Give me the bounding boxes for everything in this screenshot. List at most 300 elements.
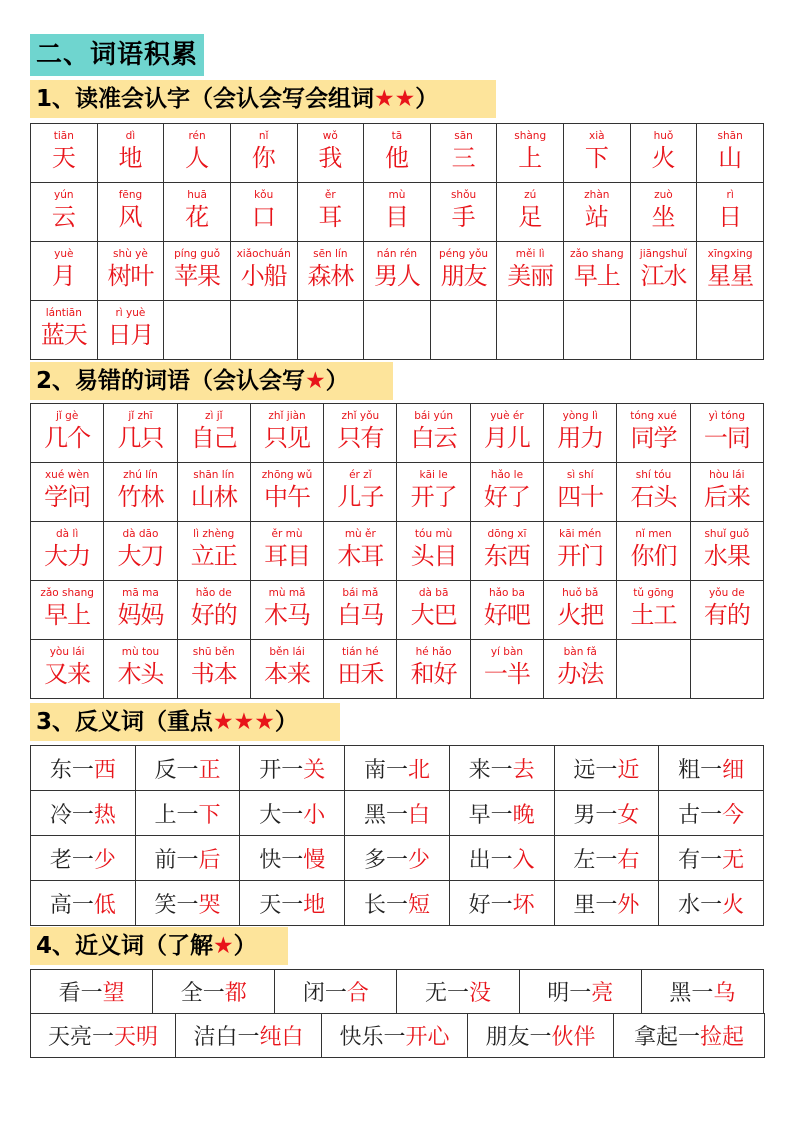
pinyin-label: nǐ men [635, 528, 672, 540]
hanzi-text: 月儿 [483, 424, 530, 452]
word-cell [697, 301, 764, 360]
word-cell [470, 640, 543, 699]
hanzi-text: 下 [584, 144, 609, 172]
pinyin-label: huā [187, 189, 207, 201]
word-pair-cell [345, 881, 450, 926]
table-row [31, 581, 764, 640]
hanzi-text: 天 [51, 144, 76, 172]
hanzi-text: 东西 [483, 542, 530, 570]
section-4-title-close: ） [233, 933, 257, 959]
pinyin-label: jǐ zhī [128, 410, 153, 422]
word-pair-cell [135, 746, 240, 791]
table-row [31, 301, 764, 360]
word-cell [690, 581, 763, 640]
word-cell [544, 463, 617, 522]
word-cell [97, 124, 164, 183]
hanzi-text: 火把 [557, 601, 604, 629]
pair-second-word: 开心 [405, 1025, 450, 1050]
pinyin-label: zhǐ jiàn [268, 410, 306, 422]
pair-second-word: 小 [303, 802, 326, 828]
hanzi-text: 坐 [651, 203, 676, 231]
word-cell [364, 124, 431, 183]
star-icon: ★ [213, 933, 234, 959]
pinyin-label: jiāngshuǐ [639, 248, 688, 260]
hanzi-text: 足 [518, 203, 543, 231]
word-cell [630, 183, 697, 242]
word-pair-cell [275, 970, 397, 1014]
hanzi-text: 妈妈 [117, 601, 164, 629]
word-cell [630, 242, 697, 301]
pair-first-word: 全一 [180, 981, 225, 1006]
pair-first-word: 冷一 [49, 802, 94, 828]
star-icon: ★★ [374, 86, 416, 112]
pair-second-word: 北 [407, 757, 430, 783]
word-cell [497, 124, 564, 183]
word-cell [690, 463, 763, 522]
table-row [31, 1014, 765, 1058]
pinyin-label: dì [125, 130, 136, 142]
word-cell [690, 522, 763, 581]
hanzi-text: 目 [384, 203, 409, 231]
word-pair-cell [135, 881, 240, 926]
star-icon: ★ [305, 368, 326, 394]
pinyin-label: xià [589, 130, 605, 142]
pinyin-label: dōng xī [487, 528, 527, 540]
word-pair-cell [468, 1014, 614, 1058]
pinyin-label: tóng xué [630, 410, 677, 422]
pinyin-label: huǒ bǎ [562, 587, 599, 599]
word-cell [324, 581, 397, 640]
pair-first-word: 笑一 [154, 892, 199, 918]
pair-first-word: 里一 [573, 892, 618, 918]
word-cell [104, 581, 177, 640]
word-pair-cell [449, 746, 554, 791]
hanzi-text: 好吧 [483, 601, 530, 629]
pair-second-word: 近 [617, 757, 640, 783]
hanzi-text: 中午 [264, 483, 311, 511]
pair-first-word: 有一 [678, 847, 723, 873]
hanzi-text: 办法 [557, 660, 604, 688]
word-cell [104, 640, 177, 699]
pair-first-word: 闭一 [302, 981, 347, 1006]
pair-first-word: 大一 [259, 802, 304, 828]
pair-second-word: 火 [722, 892, 745, 918]
hanzi-text: 只有 [337, 424, 384, 452]
word-cell [617, 404, 690, 463]
hanzi-text: 儿子 [337, 483, 384, 511]
word-cell [617, 640, 690, 699]
pinyin-label: nán rén [376, 248, 418, 260]
pair-first-word: 古一 [678, 802, 723, 828]
word-pair-cell [554, 746, 659, 791]
word-pair-cell [641, 970, 763, 1014]
word-cell [31, 183, 98, 242]
pinyin-label: kāi le [419, 469, 448, 481]
table-row [31, 124, 764, 183]
table-row [31, 463, 764, 522]
pinyin-label: wǒ [322, 130, 338, 142]
pinyin-label: hé hǎo [415, 646, 452, 658]
section-3-title [30, 703, 340, 741]
pair-first-word: 长一 [363, 892, 408, 918]
word-cell [564, 124, 631, 183]
pinyin-label: zhǐ yǒu [341, 410, 380, 422]
table-row [31, 970, 764, 1014]
pinyin-label: péng yǒu [439, 248, 489, 260]
word-cell [250, 463, 323, 522]
word-cell [617, 581, 690, 640]
pinyin-label: shū běn [192, 646, 235, 658]
pinyin-label: rì yuè [115, 307, 146, 319]
pinyin-label: shǒu [450, 189, 477, 201]
pinyin-label: mù ěr [344, 528, 376, 540]
pair-second-word: 晚 [512, 802, 535, 828]
pair-second-word: 正 [198, 757, 221, 783]
pinyin-label: xué wèn [44, 469, 90, 481]
word-cell [690, 404, 763, 463]
word-pair-cell [31, 1014, 176, 1058]
pinyin-label: měi lì [515, 248, 545, 260]
hanzi-text: 开了 [410, 483, 457, 511]
word-pair-cell [659, 746, 764, 791]
table-row [31, 791, 764, 836]
word-cell [31, 581, 104, 640]
pair-first-word: 无一 [425, 981, 470, 1006]
pair-second-word: 坏 [512, 892, 535, 918]
pinyin-label: yǒu de [708, 587, 745, 599]
word-cell [164, 301, 231, 360]
pair-first-word: 粗一 [678, 757, 723, 783]
word-cell [177, 404, 250, 463]
pinyin-label: zhàn [584, 189, 610, 201]
pair-second-word: 地 [303, 892, 326, 918]
table-row [31, 640, 764, 699]
word-cell [564, 183, 631, 242]
word-cell [31, 463, 104, 522]
word-cell [564, 242, 631, 301]
word-cell [617, 463, 690, 522]
pinyin-label: rén [188, 130, 206, 142]
word-cell [297, 242, 364, 301]
pair-second-word: 亮 [591, 981, 614, 1006]
pair-first-word: 天亮一 [47, 1025, 114, 1050]
word-cell [31, 242, 98, 301]
section-1-table [30, 123, 764, 360]
hanzi-text: 蓝天 [40, 321, 87, 349]
word-cell [97, 301, 164, 360]
word-pair-cell [31, 970, 153, 1014]
pair-first-word: 天一 [259, 892, 304, 918]
hanzi-text: 一同 [703, 424, 750, 452]
pinyin-label: lántiān [45, 307, 82, 319]
pinyin-label: sì shí [566, 469, 594, 481]
hanzi-text: 早上 [573, 262, 620, 290]
pair-first-word: 水一 [678, 892, 723, 918]
word-pair-cell [345, 836, 450, 881]
word-cell [97, 242, 164, 301]
hanzi-text: 同学 [630, 424, 677, 452]
table-row [31, 522, 764, 581]
word-cell [104, 404, 177, 463]
pair-first-word: 反一 [154, 757, 199, 783]
pair-first-word: 好一 [468, 892, 513, 918]
word-pair-cell [322, 1014, 468, 1058]
hanzi-text: 花 [185, 203, 210, 231]
pair-second-word: 无 [722, 847, 745, 873]
pair-first-word: 男一 [573, 802, 618, 828]
section-2-title-text: 2、易错的词语（会认会写 [36, 368, 306, 394]
section-4-title [30, 927, 288, 965]
pair-first-word: 上一 [154, 802, 199, 828]
pinyin-label: shí tóu [635, 469, 672, 481]
hanzi-text: 白云 [410, 424, 457, 452]
word-cell [364, 301, 431, 360]
pair-first-word: 东一 [49, 757, 94, 783]
word-pair-cell [176, 1014, 322, 1058]
section-4-table-row-1 [30, 969, 764, 1014]
pair-first-word: 左一 [573, 847, 618, 873]
pinyin-label: dà bā [418, 587, 449, 599]
hanzi-text: 几个 [44, 424, 91, 452]
word-pair-cell [345, 791, 450, 836]
word-pair-cell [554, 836, 659, 881]
hanzi-text: 立正 [190, 542, 237, 570]
word-cell [324, 522, 397, 581]
hanzi-text: 地 [118, 144, 143, 172]
hanzi-text: 大力 [44, 542, 91, 570]
pinyin-label: tiān [53, 130, 74, 142]
pair-first-word: 开一 [259, 757, 304, 783]
word-cell [230, 124, 297, 183]
pinyin-label: shù yè [113, 248, 148, 260]
hanzi-text: 书本 [190, 660, 237, 688]
section-3-table [30, 745, 764, 926]
hanzi-text: 用力 [557, 424, 604, 452]
word-cell [544, 640, 617, 699]
word-pair-cell [519, 970, 641, 1014]
hanzi-text: 后来 [703, 483, 750, 511]
word-pair-cell [240, 746, 345, 791]
word-pair-cell [31, 791, 136, 836]
pinyin-label: mā ma [122, 587, 159, 599]
pair-first-word: 南一 [363, 757, 408, 783]
word-cell [97, 183, 164, 242]
pinyin-label: dà dāo [122, 528, 159, 540]
hanzi-text: 自己 [190, 424, 237, 452]
hanzi-text: 手 [451, 203, 476, 231]
pinyin-label: xiǎochuán [236, 248, 291, 260]
pinyin-label: yì tóng [708, 410, 745, 422]
hanzi-text: 本来 [264, 660, 311, 688]
section-4-table-row-2 [30, 1013, 765, 1058]
word-cell [630, 124, 697, 183]
word-pair-cell [31, 881, 136, 926]
pinyin-label: bái mǎ [342, 587, 379, 599]
section-2-title-close: ） [325, 368, 349, 394]
word-cell [177, 581, 250, 640]
pair-second-word: 乌 [713, 981, 736, 1006]
word-cell [630, 301, 697, 360]
section-3-title-text: 3、反义词（重点 [36, 709, 214, 735]
pair-second-word: 望 [102, 981, 125, 1006]
word-cell [430, 301, 497, 360]
pair-second-word: 伙伴 [551, 1025, 596, 1050]
table-row [31, 881, 764, 926]
word-cell [497, 301, 564, 360]
word-cell [31, 124, 98, 183]
pinyin-label: shān [717, 130, 743, 142]
section-2-title [30, 362, 393, 400]
hanzi-text: 耳目 [264, 542, 311, 570]
word-cell [364, 183, 431, 242]
pair-first-word: 看一 [58, 981, 103, 1006]
pinyin-label: tǔ gōng [633, 587, 674, 599]
pair-second-word: 细 [722, 757, 745, 783]
word-pair-cell [345, 746, 450, 791]
pinyin-label: zì jǐ [204, 410, 223, 422]
pinyin-label: ěr [324, 189, 336, 201]
pinyin-label: jǐ gè [55, 410, 79, 422]
hanzi-text: 苹果 [174, 262, 221, 290]
section-1-title [30, 80, 496, 118]
word-cell [397, 581, 470, 640]
word-cell [617, 522, 690, 581]
word-cell [497, 183, 564, 242]
pair-second-word: 热 [93, 802, 116, 828]
pinyin-label: kǒu [254, 189, 274, 201]
pair-second-word: 女 [617, 802, 640, 828]
hanzi-text: 人 [185, 144, 210, 172]
hanzi-text: 和好 [410, 660, 457, 688]
word-cell [164, 124, 231, 183]
pair-first-word: 洁白一 [193, 1025, 260, 1050]
word-pair-cell [240, 881, 345, 926]
word-cell [544, 404, 617, 463]
hanzi-text: 三 [451, 144, 476, 172]
pair-first-word: 早一 [468, 802, 513, 828]
word-pair-cell [135, 836, 240, 881]
hanzi-text: 木马 [264, 601, 311, 629]
hanzi-text: 田禾 [337, 660, 384, 688]
hanzi-text: 江水 [640, 262, 687, 290]
pair-second-word: 短 [407, 892, 430, 918]
word-cell [324, 640, 397, 699]
pair-first-word: 拿起一 [633, 1025, 700, 1050]
word-cell [177, 522, 250, 581]
hanzi-text: 男人 [373, 262, 420, 290]
word-cell [297, 183, 364, 242]
table-row [31, 746, 764, 791]
hanzi-text: 白马 [337, 601, 384, 629]
word-cell [164, 183, 231, 242]
word-pair-cell [240, 791, 345, 836]
pinyin-label: rì [726, 189, 734, 201]
word-pair-cell [554, 881, 659, 926]
word-pair-cell [659, 791, 764, 836]
hanzi-text: 火 [651, 144, 676, 172]
hanzi-text: 你们 [630, 542, 677, 570]
pinyin-label: yí bàn [490, 646, 524, 658]
word-pair-cell [397, 970, 519, 1014]
word-cell [324, 404, 397, 463]
pair-second-word: 外 [617, 892, 640, 918]
pair-first-word: 远一 [573, 757, 618, 783]
page-title: 二、词语积累 [30, 34, 204, 76]
pair-first-word: 前一 [154, 847, 199, 873]
word-cell [544, 581, 617, 640]
hanzi-text: 山林 [190, 483, 237, 511]
word-cell [497, 242, 564, 301]
hanzi-text: 木耳 [337, 542, 384, 570]
pair-second-word: 低 [93, 892, 116, 918]
word-pair-cell [659, 881, 764, 926]
star-icon: ★★★ [213, 709, 275, 735]
pinyin-label: sēn lín [313, 248, 348, 260]
pair-second-word: 纯白 [259, 1025, 304, 1050]
pinyin-label: bái yún [414, 410, 454, 422]
pinyin-label: zhú lín [123, 469, 158, 481]
pair-first-word: 快乐一 [339, 1025, 406, 1050]
pair-second-word: 少 [407, 847, 430, 873]
word-cell [164, 242, 231, 301]
section-2-table [30, 403, 764, 699]
pinyin-label: kāi mén [559, 528, 602, 540]
pair-first-word: 明一 [547, 981, 592, 1006]
pair-first-word: 多一 [363, 847, 408, 873]
pinyin-label: tóu mù [414, 528, 453, 540]
word-cell [397, 463, 470, 522]
pair-second-word: 后 [198, 847, 221, 873]
pair-second-word: 关 [303, 757, 326, 783]
word-cell [470, 581, 543, 640]
word-cell [697, 124, 764, 183]
hanzi-text: 大刀 [117, 542, 164, 570]
pair-first-word: 出一 [468, 847, 513, 873]
pair-first-word: 快一 [259, 847, 304, 873]
word-cell [470, 522, 543, 581]
pinyin-label: sān [454, 130, 473, 142]
word-pair-cell [554, 791, 659, 836]
word-cell [250, 404, 323, 463]
pinyin-label: zú [524, 189, 537, 201]
pair-second-word: 哭 [198, 892, 221, 918]
hanzi-text: 大巴 [410, 601, 457, 629]
hanzi-text: 美丽 [507, 262, 554, 290]
pinyin-label: yuè ér [490, 410, 524, 422]
pinyin-label: bàn fǎ [563, 646, 597, 658]
word-cell [250, 522, 323, 581]
section-1-title-text: 1、读准会认字（会认会写会组词 [36, 86, 375, 112]
pair-second-word: 去 [512, 757, 535, 783]
pinyin-label: mù mǎ [268, 587, 306, 599]
pinyin-label: hòu lái [709, 469, 745, 481]
word-cell [31, 301, 98, 360]
word-cell [104, 522, 177, 581]
pinyin-label: hǎo ba [488, 587, 525, 599]
hanzi-text: 石头 [630, 483, 677, 511]
word-cell [250, 581, 323, 640]
pinyin-label: běn lái [269, 646, 305, 658]
word-pair-cell [31, 746, 136, 791]
pair-second-word: 天明 [114, 1025, 159, 1050]
table-row [31, 404, 764, 463]
word-pair-cell [240, 836, 345, 881]
hanzi-text: 几只 [117, 424, 164, 452]
hanzi-text: 星星 [707, 262, 754, 290]
pinyin-label: yún [54, 189, 74, 201]
pair-first-word: 朋友一 [485, 1025, 552, 1050]
pair-second-word: 入 [512, 847, 535, 873]
